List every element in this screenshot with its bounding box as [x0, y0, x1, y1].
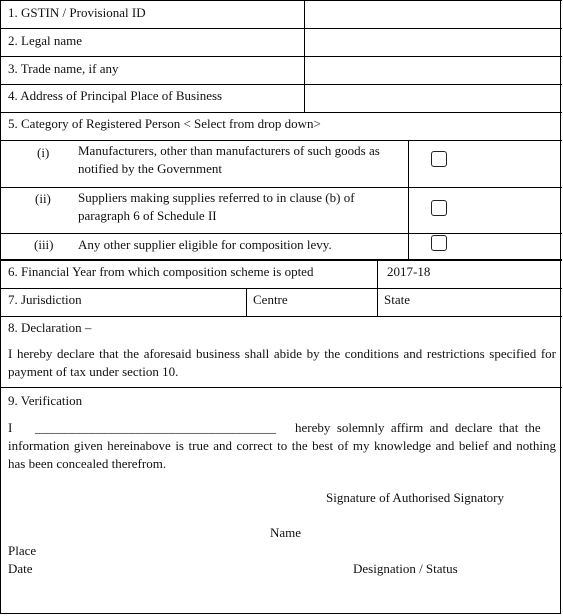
divider — [377, 260, 378, 316]
row-category-label: 5. Category of Registered Person < Select from drop down> — [8, 116, 321, 131]
divider — [1, 140, 562, 141]
verification-title: 9. Verification — [8, 393, 83, 408]
divider — [1, 84, 562, 85]
category-checkbox-other-supplier[interactable] — [431, 235, 447, 251]
divider — [1, 259, 562, 261]
divider — [1, 316, 562, 317]
jurisdiction-label: 7. Jurisdiction — [8, 292, 82, 307]
divider — [1, 28, 562, 29]
place-label: Place — [8, 543, 37, 558]
divider — [1, 387, 562, 388]
category-text: Any other supplier eligible for composition levy. — [78, 237, 332, 252]
financial-year-value: 2017-18 — [387, 264, 431, 279]
divider — [1, 187, 562, 188]
jurisdiction-centre: Centre — [253, 292, 288, 307]
divider — [408, 140, 409, 260]
signature-label: Signature of Authorised Signatory — [326, 490, 505, 505]
jurisdiction-state: State — [384, 292, 410, 307]
declaration-title: 8. Declaration – — [8, 320, 92, 335]
category-number: (ii) — [35, 191, 51, 206]
date-label: Date — [8, 561, 33, 576]
declaration-text: I hereby declare that the aforesaid business shall abide by the conditions and restrictions specified for payment of tax under section 10. — [8, 346, 556, 379]
divider — [1, 288, 562, 289]
row-address-label: 4. Address of Principal Place of Business — [8, 88, 223, 103]
row-gstin-label: 1. GSTIN / Provisional ID — [8, 5, 146, 20]
row-legal-name-label: 2. Legal name — [8, 33, 82, 48]
name-label: Name — [270, 525, 302, 540]
verification-prefix: I — [8, 420, 13, 435]
category-number: (iii) — [34, 237, 54, 252]
financial-year-label: 6. Financial Year from which composition scheme is opted — [8, 264, 314, 279]
divider — [1, 56, 562, 57]
verification-affirm-text: hereby solemnly affirm and declare that the — [295, 420, 541, 435]
row-trade-name-label: 3. Trade name, if any — [8, 61, 119, 76]
category-checkbox-suppliers[interactable] — [431, 200, 447, 216]
category-number: (i) — [37, 145, 50, 160]
category-checkbox-manufacturers[interactable] — [431, 151, 447, 167]
category-text: Manufacturers, other than manufacturers of such goods as notified by the Government — [78, 143, 380, 176]
divider — [306, 0, 562, 1]
divider — [246, 288, 247, 316]
divider — [1, 0, 306, 1]
divider — [1, 233, 562, 234]
divider — [304, 0, 305, 112]
name-blank-line: ____________________________________ — [35, 420, 277, 435]
category-text: Suppliers making supplies referred to in clause (b) of paragraph 6 of Schedule II — [78, 190, 355, 223]
designation-label: Designation / Status — [353, 561, 458, 576]
verification-text: information given hereinabove is true and correct to the best of my knowledge and belief and nothing has been concealed therefrom. — [8, 438, 556, 471]
divider — [1, 112, 562, 113]
